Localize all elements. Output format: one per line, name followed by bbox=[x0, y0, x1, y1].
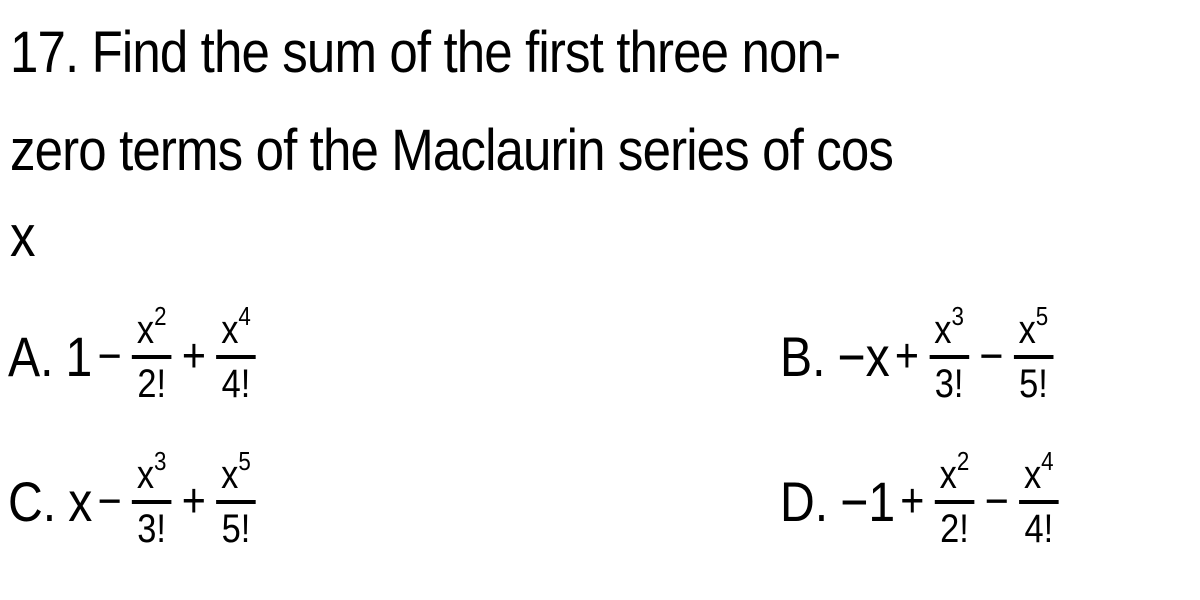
option-b-fraction-1-numerator bbox=[931, 301, 968, 352]
option-a-fraction-2 bbox=[216, 301, 256, 406]
option-b-fraction-1-exponent: 3 bbox=[951, 301, 964, 331]
option-d-label: D. bbox=[780, 470, 829, 533]
option-d-fraction-2-numerator bbox=[1021, 446, 1058, 497]
option-c-fraction-2-denominator: 5! bbox=[221, 507, 251, 551]
option-b-fraction-1 bbox=[929, 301, 969, 406]
option-a-fraction-2-denominator: 4! bbox=[221, 362, 251, 406]
fraction-bar bbox=[132, 355, 172, 359]
option-a-fraction-1-denominator: 2! bbox=[137, 362, 167, 406]
option-b-lead: −x bbox=[837, 325, 890, 388]
option-d-fraction-2-denominator: 4! bbox=[1024, 507, 1054, 551]
option-c-operator-1: − bbox=[97, 475, 122, 528]
question-line-2: zero terms of the Maclaurin series of cos bbox=[10, 118, 893, 183]
option-d-fraction-2-base: x bbox=[1023, 453, 1042, 497]
option-c-lead: x bbox=[68, 470, 93, 533]
option-b-fraction-2-exponent: 5 bbox=[1035, 301, 1049, 331]
option-d-lead: −1 bbox=[840, 470, 896, 533]
option-c-fraction-1-base: x bbox=[136, 453, 155, 497]
option-b-fraction-2-base: x bbox=[1018, 308, 1036, 352]
option-a-fraction-1-base: x bbox=[136, 308, 155, 352]
option-c-fraction-2 bbox=[216, 446, 256, 551]
option-b[interactable] bbox=[780, 301, 1058, 406]
option-b-fraction-2-numerator bbox=[1015, 301, 1052, 352]
fraction-bar bbox=[935, 500, 975, 504]
option-a-operator-2: + bbox=[181, 330, 206, 383]
option-c-fraction-1 bbox=[132, 446, 172, 551]
option-d-operator-2: − bbox=[984, 475, 1009, 528]
option-b-fraction-1-base: x bbox=[934, 308, 952, 352]
option-b-fraction-2 bbox=[1014, 301, 1054, 406]
option-d[interactable] bbox=[780, 446, 1064, 551]
option-a-fraction-1-numerator bbox=[133, 301, 170, 352]
option-c-fraction-2-base: x bbox=[221, 453, 239, 497]
option-c-fraction-1-numerator bbox=[133, 446, 170, 497]
fraction-bar bbox=[216, 500, 256, 504]
question-line-3: x bbox=[10, 204, 35, 269]
option-d-fraction-1-numerator bbox=[936, 446, 973, 497]
option-c-fraction-1-exponent: 3 bbox=[154, 446, 167, 476]
option-c-fraction-2-exponent: 5 bbox=[238, 446, 251, 476]
option-d-fraction-1-exponent: 2 bbox=[956, 446, 970, 476]
option-b-fraction-1-denominator: 3! bbox=[934, 362, 964, 406]
option-a-fraction-1-exponent: 2 bbox=[154, 301, 167, 331]
option-c-fraction-2-numerator bbox=[218, 446, 255, 497]
option-b-operator-1: + bbox=[894, 330, 920, 383]
option-a-fraction-1 bbox=[132, 301, 172, 406]
option-a-fraction-2-numerator bbox=[218, 301, 255, 352]
option-a-fraction-2-exponent: 4 bbox=[238, 301, 251, 331]
fraction-bar bbox=[929, 355, 969, 359]
option-b-fraction-2-denominator: 5! bbox=[1019, 362, 1048, 406]
option-d-operator-1: + bbox=[900, 475, 925, 528]
option-d-fraction-1-base: x bbox=[939, 453, 957, 497]
option-c-fraction-1-denominator: 3! bbox=[137, 507, 166, 551]
option-a-fraction-2-base: x bbox=[221, 308, 239, 352]
option-a[interactable] bbox=[8, 301, 261, 406]
option-d-fraction-2 bbox=[1019, 446, 1059, 551]
option-a-lead: 1 bbox=[65, 325, 93, 388]
option-c-label: C. bbox=[8, 470, 57, 533]
question-line-1: 17. Find the sum of the first three non- bbox=[10, 20, 841, 85]
option-c[interactable] bbox=[8, 446, 261, 551]
option-a-operator-1: − bbox=[97, 330, 122, 383]
fraction-bar bbox=[1019, 500, 1059, 504]
option-d-fraction-1 bbox=[935, 446, 975, 551]
option-d-fraction-2-exponent: 4 bbox=[1041, 446, 1054, 476]
option-c-operator-2: + bbox=[181, 475, 206, 528]
fraction-bar bbox=[1014, 355, 1054, 359]
fraction-bar bbox=[216, 355, 256, 359]
fraction-bar bbox=[132, 500, 172, 504]
option-a-label: A. bbox=[8, 325, 54, 388]
option-b-label: B. bbox=[780, 325, 826, 388]
option-b-operator-2: − bbox=[979, 330, 1004, 383]
option-d-fraction-1-denominator: 2! bbox=[940, 507, 969, 551]
